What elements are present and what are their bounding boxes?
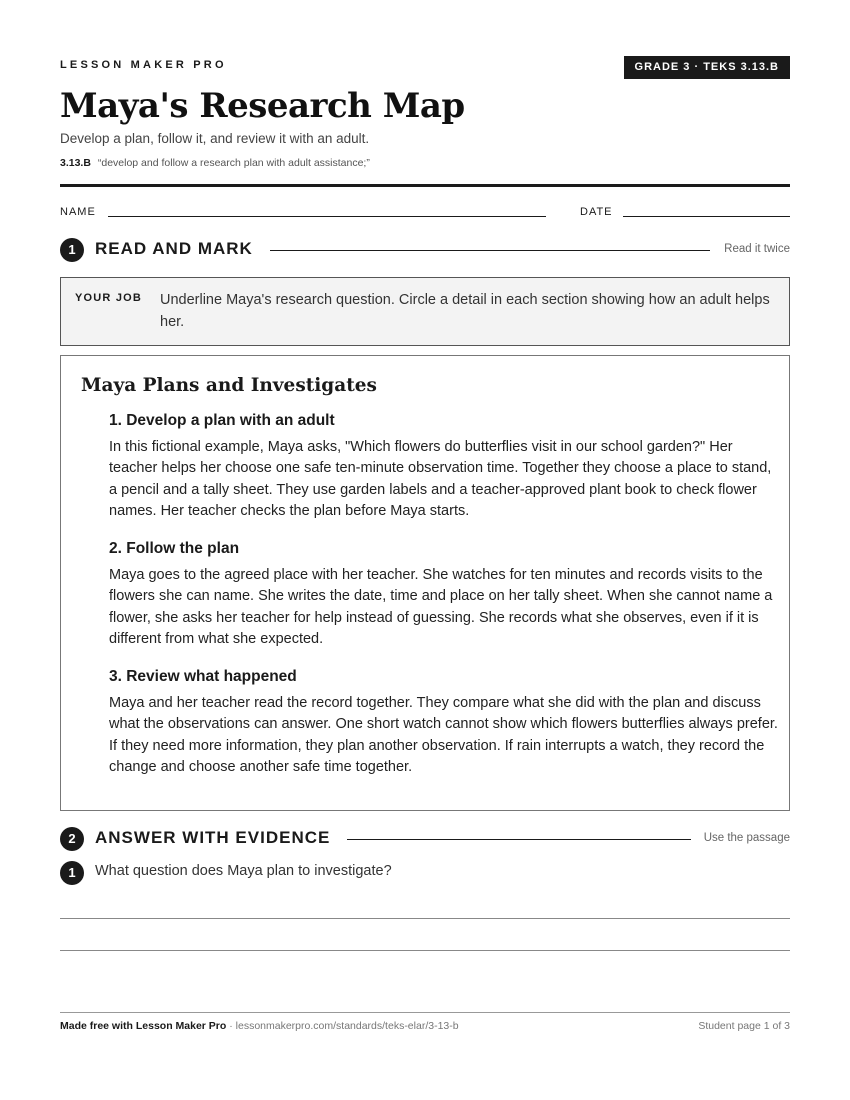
footer-credit — [60, 1020, 459, 1032]
section-note: Read it twice — [724, 243, 790, 255]
footer-separator: · — [226, 1020, 236, 1032]
standard-text: “develop and follow a research plan with adult assistance;” — [97, 157, 370, 169]
section-answer-with-evidence — [60, 827, 790, 851]
page-title: Maya's Research Map — [60, 86, 465, 126]
footer-page-number: Student page 1 of 3 — [698, 1020, 790, 1032]
passage-section-text: In this fictional example, Maya asks, "Which flowers do butterflies visit in our school garden?" Her teacher helps her choose one safe ten-minute observation time. Together they choose a place to stand, a pencil and a tally sheet. They use garden labels and a teacher-approved plant book to check flower names. Her teacher checks the plan before Maya starts. — [109, 439, 772, 519]
name-date-row — [60, 204, 790, 220]
grade-badge: GRADE 3 · TEKS 3.13.B — [624, 56, 790, 79]
question-item — [60, 861, 790, 885]
standard-code: 3.13.B — [60, 157, 91, 169]
footer-made-with: Made free with Lesson Maker Pro — [60, 1020, 227, 1032]
question-text: What question does Maya plan to investigate? — [95, 863, 392, 879]
section-title: READ AND MARK — [95, 239, 253, 258]
job-label: YOUR JOB — [75, 292, 143, 304]
section-note: Use the passage — [703, 832, 790, 844]
footer-url[interactable]: lessonmakerpro.com/standards/teks-elar/3-13-b — [235, 1020, 459, 1032]
name-label: NAME — [60, 206, 96, 218]
answer-line[interactable] — [60, 918, 790, 919]
question-number-badge: 1 — [60, 861, 84, 885]
brand-name: LESSON MAKER PRO — [60, 59, 227, 71]
section-rule — [347, 839, 691, 840]
date-label: DATE — [580, 206, 613, 218]
section-number-badge: 2 — [60, 827, 84, 851]
name-field-line[interactable] — [108, 216, 546, 217]
passage-title: Maya Plans and Investigates — [81, 375, 377, 396]
your-job-box — [60, 277, 790, 346]
passage-section-plan — [109, 412, 779, 522]
answer-line[interactable] — [60, 950, 790, 951]
section-read-and-mark — [60, 238, 790, 262]
date-field-line[interactable] — [623, 216, 790, 217]
worksheet-page — [60, 0, 790, 1100]
passage-section-text: Maya and her teacher read the record together. They compare what she did with the plan and discuss what the observations can answer. One short watch cannot show which flowers butterflies always prefer. If they need more information, they plan another observation. If rain interrupts a watch, they record the change and choose another safe time together. — [109, 695, 778, 775]
passage-section-review — [109, 668, 779, 778]
job-instructions: Underline Maya's research question. Circle a detail in each section showing how an adult helps her. — [160, 292, 770, 330]
footer-divider — [60, 1012, 790, 1013]
page-subtitle: Develop a plan, follow it, and review it with an adult. — [60, 131, 370, 146]
passage-section-follow — [109, 540, 779, 650]
header-divider — [60, 184, 790, 187]
section-title: ANSWER WITH EVIDENCE — [95, 828, 331, 847]
passage-section-heading: 3. Review what happened — [109, 668, 297, 685]
passage-section-heading: 1. Develop a plan with an adult — [109, 412, 335, 429]
section-rule — [270, 250, 710, 251]
passage-section-heading: 2. Follow the plan — [109, 540, 240, 557]
standard-line — [60, 157, 370, 169]
passage-section-text: Maya goes to the agreed place with her teacher. She watches for ten minutes and records visits to the flowers she can name. She writes the date, time and place on her tally sheet. When she cannot name a flower, she asks her teacher for help instead of guessing. She records what she observes, even if it is different from what she expected. — [109, 567, 773, 647]
reading-passage — [60, 355, 790, 811]
section-number-badge: 1 — [60, 238, 84, 262]
brand-row — [60, 56, 790, 80]
